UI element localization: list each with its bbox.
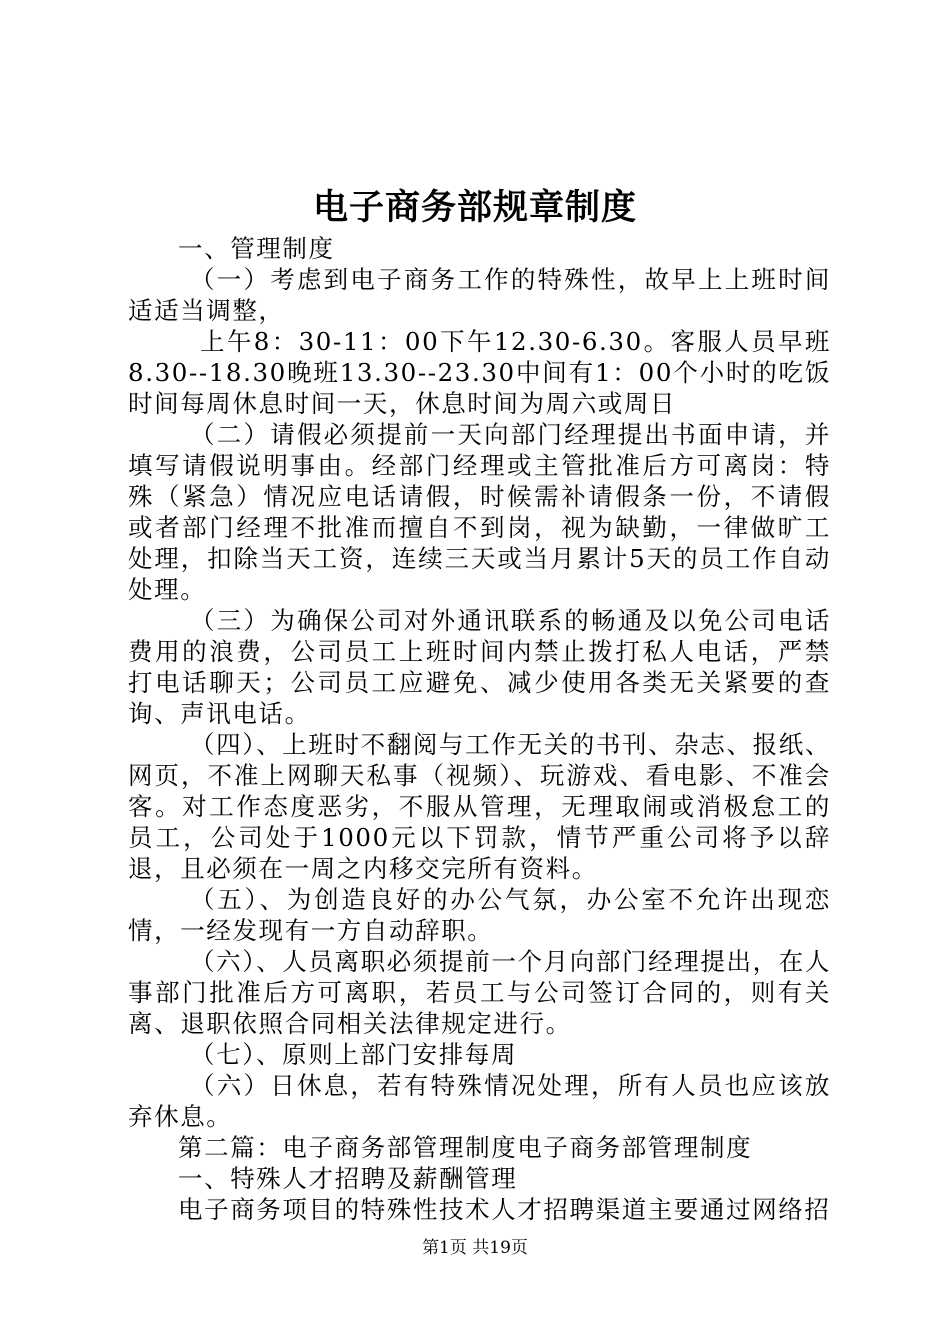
paragraph: （四）、上班时不翻阅与工作无关的书刊、杂志、报纸、网页，不准上网聊天私事（视频）、玩游戏、看电影、不准会客。对工作态度恶劣，不服从管理，无理取闹或消极怠工的员工，公司处于1000元以下罚款，情节严重公司将予以辞退，且必须在一周之内移交完所有资料。 — [128, 730, 831, 883]
chapter-heading: 第二篇：电子商务部管理制度电子商务部管理制度 — [178, 1133, 753, 1162]
paragraph: （六）、人员离职必须提前一个月向部门经理提出，在人事部门批准后方可离职，若员工与公司签订合同的，则有关离、退职依照合同相关法律规定进行。 — [128, 947, 831, 1038]
page-number: 第1页 共19页 — [422, 1238, 528, 1258]
paragraph: （七）、原则上部门安排每周 — [190, 1040, 518, 1069]
paragraph: 电子商务项目的特殊性技术人才招聘渠道主要通过网络招 — [178, 1195, 831, 1224]
paragraph: （二）请假必须提前一天向部门经理提出书面申请，并填写请假说明事由。经部门经理或主管批准后方可离岗：特殊（紧急）情况应电话请假，时候需补请假条一份，不请假或者部门经理不批准而擅自不到岗，视为缺勤，一律做旷工处理，扣除当天工资，连续三天或当月累计5天的员工作自动处理。 — [128, 420, 831, 604]
section-heading: 一、管理制度 — [178, 234, 335, 263]
document-title: 电子商务部规章制度 — [312, 188, 637, 228]
paragraph: 上午8：30-11：00下午12.30-6.30。客服人员早班8.30--18.30晚班13.30--23.30中间有1：00个小时的吃饭时间每周休息时间一天，休息时间为周六或周日 — [128, 327, 831, 418]
paragraph: （六）日休息，若有特殊情况处理，所有人员也应该放弃休息。 — [128, 1071, 831, 1131]
paragraph: （五）、为创造良好的办公气氛，办公室不允许出现恋情，一经发现有一方自动辞职。 — [128, 885, 831, 945]
document-body — [128, 233, 831, 1225]
paragraph: （三）为确保公司对外通讯联系的畅通及以免公司电话费用的浪费，公司员工上班时间内禁止拨打私人电话，严禁打电话聊天；公司员工应避免、减少使用各类无关紧要的查询、声讯电话。 — [128, 606, 831, 728]
section-heading: 一、特殊人才招聘及薪酬管理 — [178, 1164, 518, 1193]
paragraph: （一）考虑到电子商务工作的特殊性，故早上上班时间适适当调整， — [128, 265, 831, 325]
